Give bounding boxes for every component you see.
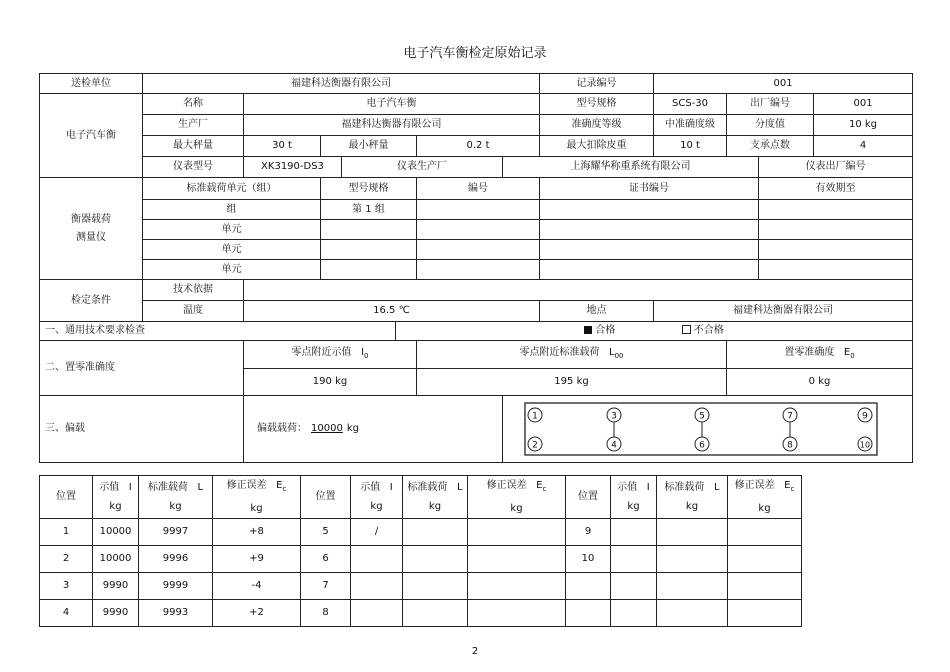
eccentric-pos-cell: 9	[566, 519, 611, 546]
supports-value: 4	[814, 136, 913, 157]
indication-symbol: I	[646, 482, 650, 493]
col-standard-model: 型号规格	[321, 178, 417, 200]
corrected-error-subscript: c	[282, 485, 287, 493]
col-indication	[93, 476, 139, 519]
maker-label: 生产厂	[143, 115, 244, 136]
zero-accuracy-subscript: 0	[850, 352, 855, 360]
indicator-serial-label: 仪表出厂编号	[759, 157, 913, 178]
standard-unit: 单元	[143, 240, 321, 260]
supports-label: 支承点数	[727, 136, 814, 157]
maker-value: 福建科达衡器有限公司	[244, 115, 540, 136]
standard-unit: 单元	[143, 220, 321, 240]
table-row	[40, 573, 913, 600]
name-label: 名称	[143, 94, 244, 115]
indicator-model-value: XK3190-DS3	[244, 157, 342, 178]
standard-unit: 单元	[143, 260, 321, 280]
temperature-label: 温度	[143, 301, 244, 322]
fail-label: 不合格	[693, 325, 724, 336]
unit-label: kg	[627, 501, 640, 512]
section1-label: 一、通用技术要求检查	[40, 322, 396, 341]
standard-model: 第 1 组	[321, 200, 417, 220]
section2-label: 二、置零准确度	[40, 341, 244, 396]
unit-label: kg	[370, 501, 383, 512]
position-bottom-label: 8	[786, 440, 793, 451]
eccentric-pos-cell: 2	[40, 546, 93, 573]
position-bottom-label: 6	[698, 440, 705, 451]
eccentric-ind-cell: 10000	[93, 546, 139, 573]
eccentric-err-cell: +9	[213, 546, 301, 573]
conditions-label: 检定条件	[40, 280, 143, 322]
eccentric-pos-cell: 8	[301, 600, 351, 627]
col-certificate: 证书编号	[540, 178, 759, 200]
serial-value: 001	[814, 94, 913, 115]
position-label: 位置	[578, 491, 598, 502]
max-capacity-value: 30 t	[244, 136, 321, 157]
eccentric-load-unit: kg	[346, 423, 359, 434]
col-zero-standard-load	[417, 341, 727, 369]
eccentric-ind-cell	[351, 600, 403, 627]
eccentric-pos-cell: 1	[40, 519, 93, 546]
position-top-label: 1	[531, 411, 538, 422]
standard-model	[321, 220, 417, 240]
unit-label: kg	[109, 501, 122, 512]
indication-label: 示值	[99, 482, 120, 493]
eccentric-load	[244, 396, 503, 463]
table-row	[40, 546, 913, 573]
unit-label: kg	[685, 501, 699, 512]
position-top-label: 5	[698, 411, 705, 422]
eccentric-pos-cell: 6	[301, 546, 351, 573]
unit-label: kg	[250, 503, 263, 514]
unit-label: kg	[510, 503, 523, 514]
indication-label: 示值	[360, 482, 381, 493]
indicator-maker-value: 上海耀华称重系统有限公司	[503, 157, 759, 178]
col-position	[566, 476, 611, 519]
section3-label: 三、偏载	[40, 396, 244, 463]
eccentric-std-cell: 9999	[139, 573, 213, 600]
zero-indication-label: 零点附近示值	[291, 347, 352, 358]
col-standard-unit: 标准载荷单元（组）	[143, 178, 321, 200]
division-label: 分度值	[727, 115, 814, 136]
accuracy-label: 准确度等级	[540, 115, 654, 136]
eccentric-std-cell	[657, 600, 728, 627]
temperature-value: 16.5 ℃	[244, 301, 540, 322]
indication-symbol: I	[389, 482, 393, 493]
load-position-diagram	[523, 399, 893, 459]
col-valid-until: 有效期至	[759, 178, 913, 200]
position-bottom-label: 4	[610, 440, 617, 451]
standards-group-label	[40, 178, 143, 280]
corrected-error-label: 修正误差	[226, 480, 267, 491]
standard-load-symbol: L	[456, 482, 463, 493]
eccentric-pos-cell: 7	[301, 573, 351, 600]
serial-label: 出厂编号	[727, 94, 814, 115]
standard-load-label: 标准载荷	[147, 482, 188, 493]
position-top-label: 7	[786, 411, 793, 422]
standard-load-symbol: L	[713, 482, 720, 493]
eccentric-ind-cell: 9990	[93, 573, 139, 600]
eccentric-err-cell	[468, 546, 566, 573]
eccentric-err-cell	[728, 573, 802, 600]
corrected-error-label: 修正误差	[486, 480, 527, 491]
corrected-error-symbol: E	[276, 480, 283, 491]
section1-result	[396, 322, 913, 341]
indicator-maker-label: 仪表生产厂	[342, 157, 503, 178]
basis-label: 技术依据	[143, 280, 244, 301]
eccentric-ind-cell	[351, 573, 403, 600]
page-number: 2	[471, 646, 479, 657]
eccentric-std-cell: 9996	[139, 546, 213, 573]
eccentric-ind-cell	[611, 546, 657, 573]
indication-symbol: I	[128, 482, 132, 493]
corrected-error-subscript: c	[790, 485, 795, 493]
eccentric-ind-cell	[611, 519, 657, 546]
table-row	[40, 600, 913, 627]
position-label: 位置	[56, 491, 76, 502]
page-title: 电子汽车衡检定原始记录	[403, 46, 547, 61]
eccentric-std-cell: 9997	[139, 519, 213, 546]
eccentric-table	[39, 475, 913, 627]
eccentric-err-cell	[728, 600, 802, 627]
position-bottom-label: 2	[531, 440, 538, 451]
eccentric-ind-cell	[611, 573, 657, 600]
eccentric-pos-cell: 4	[40, 600, 93, 627]
eccentric-pos-cell	[566, 573, 611, 600]
unit-label: kg	[428, 501, 442, 512]
col-corrected-error	[728, 476, 802, 519]
standard-model	[321, 260, 417, 280]
indicator-model-label: 仪表型号	[143, 157, 244, 178]
location-label: 地点	[540, 301, 654, 322]
zero-standard-load-label: 零点附近标准载荷	[519, 347, 600, 358]
zero-accuracy-value: 0 kg	[727, 369, 913, 396]
zero-accuracy-label: 置零准确度	[784, 347, 835, 358]
standard-load-symbol: L	[197, 482, 204, 493]
division-value: 10 kg	[814, 115, 913, 136]
unit-label: kg	[169, 501, 182, 512]
corrected-error-label: 修正误差	[734, 480, 775, 491]
basis-value	[244, 280, 913, 301]
eccentric-err-cell: +2	[213, 600, 301, 627]
unit-label: kg	[758, 503, 771, 514]
eccentric-std-cell	[403, 519, 468, 546]
pass-label: 合格	[595, 325, 616, 336]
eccentric-ind-cell: 10000	[93, 519, 139, 546]
standard-load-label: 标准载荷	[664, 482, 705, 493]
eccentric-load-label: 偏载载荷：	[257, 423, 307, 434]
max-capacity-label: 最大秤量	[143, 136, 244, 157]
corrected-error-subscript: c	[542, 485, 547, 493]
standard-model	[321, 240, 417, 260]
standards-group-line1: 衡器载荷	[71, 213, 111, 225]
client-label: 送检单位	[40, 74, 143, 94]
col-corrected-error	[468, 476, 566, 519]
record-no-value: 001	[654, 74, 913, 94]
col-zero-indication	[244, 341, 417, 369]
eccentric-err-cell	[468, 573, 566, 600]
model-value: SCS-30	[654, 94, 727, 115]
zero-indication-symbol: I	[361, 347, 365, 358]
zero-accuracy-symbol: E	[843, 347, 851, 358]
indication-label: 示值	[617, 482, 638, 493]
col-corrected-error	[213, 476, 301, 519]
col-standard-load	[403, 476, 468, 519]
min-capacity-label: 最小秤量	[321, 136, 417, 157]
zero-standard-load-subscript: 00	[614, 352, 624, 360]
eccentric-std-cell	[403, 546, 468, 573]
location-value: 福建科达衡器有限公司	[654, 301, 913, 322]
zero-indication-subscript: 0	[364, 352, 369, 360]
zero-standard-load-symbol: L	[609, 347, 615, 358]
min-capacity-value: 0.2 t	[417, 136, 540, 157]
position-top-label: 9	[861, 411, 868, 422]
col-position	[40, 476, 93, 519]
eccentric-ind-cell	[351, 546, 403, 573]
max-tare-value: 10 t	[654, 136, 727, 157]
fail-checkbox-icon	[682, 325, 691, 334]
position-bottom-label: 10	[859, 440, 870, 450]
eccentric-err-cell	[468, 600, 566, 627]
eccentric-err-cell: +8	[213, 519, 301, 546]
eccentric-pos-cell	[566, 600, 611, 627]
col-indication	[611, 476, 657, 519]
standard-load-label: 标准载荷	[407, 482, 448, 493]
col-position	[301, 476, 351, 519]
col-zero-accuracy	[727, 341, 913, 369]
col-indication	[351, 476, 403, 519]
eccentric-load-value: 10000	[311, 423, 343, 434]
record-no-label: 记录编号	[540, 74, 654, 94]
corrected-error-symbol: E	[784, 480, 791, 491]
eccentric-std-cell	[657, 573, 728, 600]
eccentric-ind-cell: 9990	[93, 600, 139, 627]
zero-indication-value: 190 kg	[244, 369, 417, 396]
eccentric-err-cell	[728, 519, 802, 546]
col-standard-number: 编号	[417, 178, 540, 200]
corrected-error-symbol: E	[536, 480, 543, 491]
client-value: 福建科达衡器有限公司	[143, 74, 540, 94]
accuracy-value: 中准确度级	[654, 115, 727, 136]
eccentric-ind-cell	[611, 600, 657, 627]
eccentric-std-cell: 9993	[139, 600, 213, 627]
max-tare-label: 最大扣除皮重	[540, 136, 654, 157]
zero-standard-load-value: 195 kg	[417, 369, 727, 396]
eccentric-std-cell	[657, 519, 728, 546]
pass-checkbox-icon	[584, 326, 592, 334]
table-row	[40, 519, 913, 546]
eccentric-pos-cell: 3	[40, 573, 93, 600]
eccentric-err-cell: -4	[213, 573, 301, 600]
eccentric-err-cell	[468, 519, 566, 546]
record-table-upper	[39, 73, 913, 463]
col-standard-load	[657, 476, 728, 519]
position-top-label: 3	[610, 411, 617, 422]
eccentric-std-cell	[403, 600, 468, 627]
eccentric-err-cell	[728, 546, 802, 573]
eccentric-std-cell	[657, 546, 728, 573]
eccentric-ind-cell: /	[351, 519, 403, 546]
eccentric-std-cell	[403, 573, 468, 600]
scale-group-label: 电子汽车衡	[40, 94, 143, 178]
position-label: 位置	[315, 491, 336, 502]
standard-unit: 组	[143, 200, 321, 220]
eccentric-pos-cell: 5	[301, 519, 351, 546]
model-label: 型号规格	[540, 94, 654, 115]
standards-group-line2: 测量仪	[76, 231, 106, 243]
eccentric-pos-cell: 10	[566, 546, 611, 573]
load-position-diagram-cell	[503, 396, 913, 463]
col-standard-load	[139, 476, 213, 519]
name-value: 电子汽车衡	[244, 94, 540, 115]
